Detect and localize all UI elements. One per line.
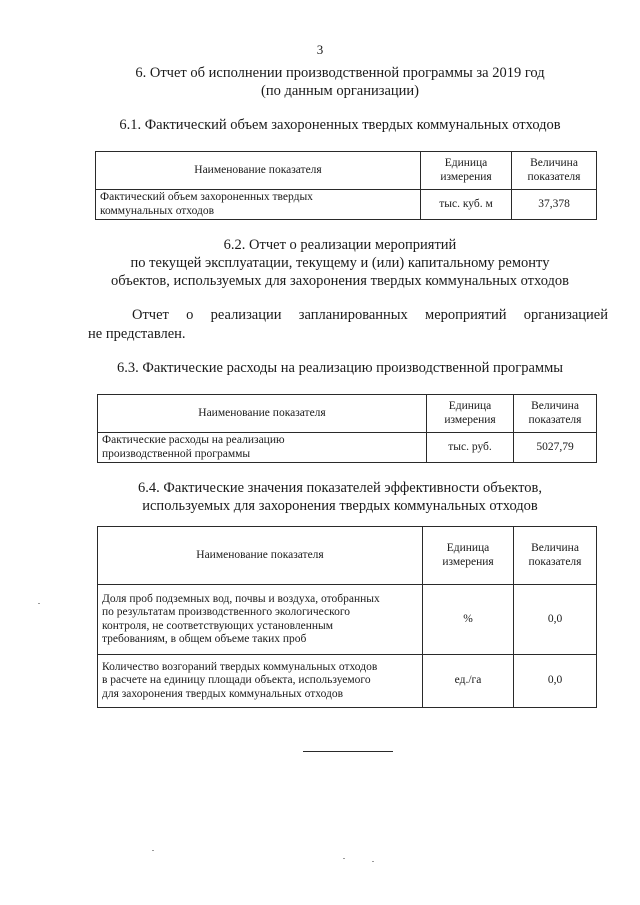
row-name: [98, 585, 423, 655]
header-unit-line2: измерения: [444, 413, 496, 426]
row-name-line: требованиям, в общем объеме таких проб: [102, 633, 307, 645]
table-6-1: [95, 151, 597, 220]
row-name-line: Количество возгораний твердых коммунальных отходов: [102, 660, 378, 673]
header-value-line2: показателя: [528, 413, 582, 426]
table-row: [98, 585, 597, 655]
header-unit-line1: Единица: [444, 157, 488, 169]
row-value: 37,378: [512, 190, 597, 220]
table-row: [96, 190, 597, 220]
table-row: [98, 655, 597, 708]
row-value: 5027,79: [514, 433, 597, 463]
section-6-2-text-line2: не представлен.: [88, 326, 186, 342]
row-name-line2: производственной программы: [102, 447, 251, 460]
header-unit: [421, 152, 512, 190]
header-unit-line1: Единица: [448, 400, 492, 412]
row-name-line1: Фактический объем захороненных твердых: [100, 191, 313, 203]
header-value: [512, 152, 597, 190]
header-name: Наименование показателя: [98, 527, 423, 585]
header-value: [514, 395, 597, 433]
table-header-row: [96, 152, 597, 190]
section-6-2-title: [60, 236, 620, 290]
row-name-line: по результатам производственного экологического: [102, 606, 351, 618]
header-unit: [423, 527, 514, 585]
row-name-line: для захоронения твердых коммунальных отходов: [102, 687, 344, 700]
end-rule: [303, 751, 393, 752]
page-number: 3: [316, 42, 324, 57]
section-6-title-line2: (по данным организации): [260, 83, 419, 99]
table-header-row: [98, 395, 597, 433]
row-name: [98, 433, 427, 463]
header-unit-line1: Единица: [446, 542, 490, 554]
scan-speck: [372, 861, 374, 862]
header-unit-line2: измерения: [440, 170, 492, 183]
row-name-line: контроля, не соответствующих установленным: [102, 619, 334, 632]
row-name-line2: коммунальных отходов: [100, 204, 215, 217]
scan-speck: [152, 850, 154, 851]
header-value: [514, 527, 597, 585]
scan-speck: [343, 858, 345, 859]
header-value-line2: показателя: [527, 170, 581, 183]
table-header-row: [98, 527, 597, 585]
header-value-line1: Величина: [531, 400, 579, 412]
header-value-line1: Величина: [531, 542, 579, 554]
row-value: 0,0: [514, 655, 597, 708]
header-unit-line2: измерения: [442, 555, 494, 568]
row-unit: %: [423, 585, 514, 655]
table-6-3: [97, 394, 597, 463]
header-value-line1: Величина: [530, 157, 578, 169]
row-name: [96, 190, 421, 220]
row-name-line1: Фактические расходы на реализацию: [102, 434, 285, 446]
section-6-2-text: [88, 306, 608, 344]
row-name-line: Доля проб подземных вод, почвы и воздуха, отобранных: [102, 592, 380, 605]
header-value-line2: показателя: [528, 555, 582, 568]
section-6-2-text-line1: Отчет о реализации запланированных мероприятий организацией: [132, 307, 608, 323]
header-unit: [427, 395, 514, 433]
section-6-title-line1: 6. Отчет об исполнении производственной программы за 2019 год: [135, 65, 545, 81]
row-name: [98, 655, 423, 708]
header-name: Наименование показателя: [96, 152, 421, 190]
section-6-3-title: 6.3. Фактические расходы на реализацию производственной программы: [116, 360, 563, 376]
section-6-2-title-line1: 6.2. Отчет о реализации мероприятий: [223, 237, 457, 253]
section-6-2-title-line3: объектов, используемых для захоронения твердых коммунальных отходов: [110, 273, 570, 289]
row-name-line: в расчете на единицу площади объекта, используемого: [102, 674, 371, 687]
table-row: [98, 433, 597, 463]
header-name: Наименование показателя: [98, 395, 427, 433]
section-6-4-title-line2: используемых для захоронения твердых коммунальных отходов: [142, 498, 538, 514]
row-unit: тыс. руб.: [427, 433, 514, 463]
section-6-4-title-line1: 6.4. Фактические значения показателей эффективности объектов,: [138, 480, 542, 496]
row-unit: ед./га: [423, 655, 514, 708]
section-6-4-title: [60, 479, 620, 515]
row-value: 0,0: [514, 585, 597, 655]
row-unit: тыс. куб. м: [421, 190, 512, 220]
table-6-4: [97, 526, 597, 708]
section-6-title: [60, 64, 620, 100]
section-6-2-title-line2: по текущей эксплуатации, текущему и (или) капитальному ремонту: [130, 255, 550, 271]
section-6-1-title: 6.1. Фактический объем захороненных твердых коммунальных отходов: [119, 117, 561, 133]
scan-speck: [38, 603, 40, 604]
